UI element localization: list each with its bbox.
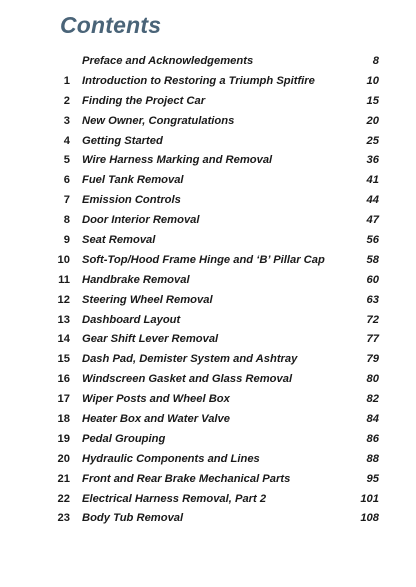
chapter-title: Fuel Tank Removal (82, 174, 184, 187)
chapter-number: 12 (57, 293, 70, 306)
chapter-number: 3 (63, 114, 70, 127)
page-number: 15 (366, 94, 379, 107)
chapter-number: 19 (57, 432, 70, 445)
chapter-number: 5 (63, 154, 70, 167)
toc-entry (0, 211, 416, 231)
chapter-number: 4 (63, 134, 70, 147)
toc-entry (0, 330, 416, 350)
chapter-title: Soft-Top/Hood Frame Hinge and ‘B’ Pillar Cap (82, 253, 325, 266)
toc-entry (0, 191, 416, 211)
chapter-number: 8 (63, 214, 70, 227)
toc-entry (0, 509, 416, 529)
page-number: 56 (366, 234, 379, 247)
toc-entry (0, 430, 416, 450)
page-number: 95 (366, 472, 379, 485)
toc-entry (0, 311, 416, 331)
toc-entry (0, 231, 416, 251)
chapter-number: 7 (63, 194, 70, 207)
chapter-number: 11 (58, 273, 70, 286)
page-title: Contents (60, 12, 162, 38)
chapter-number: 20 (57, 452, 70, 465)
chapter-number: 9 (63, 234, 70, 247)
chapter-title: New Owner, Congratulations (82, 114, 235, 127)
chapter-number: 13 (57, 313, 70, 326)
chapter-title: Wiper Posts and Wheel Box (82, 393, 230, 406)
chapter-title: Windscreen Gasket and Glass Removal (82, 373, 293, 386)
toc-entry (0, 470, 416, 490)
page-number: 60 (366, 273, 379, 286)
page-number: 84 (366, 413, 379, 426)
chapter-number: 1 (63, 74, 70, 87)
toc-entry (0, 291, 416, 311)
chapter-title: Seat Removal (82, 234, 156, 247)
page-number: 101 (360, 492, 379, 505)
page-number: 58 (366, 253, 379, 266)
toc-entry (0, 151, 416, 171)
page-number: 86 (366, 432, 379, 445)
chapter-title: Preface and Acknowledgements (82, 55, 254, 67)
chapter-title: Body Tub Removal (82, 512, 184, 525)
toc-entry (0, 112, 416, 132)
page-number: 41 (366, 174, 379, 187)
toc-entry (0, 370, 416, 390)
toc-entry (0, 92, 416, 112)
page-number: 47 (366, 214, 379, 227)
chapter-title: Pedal Grouping (82, 432, 166, 445)
chapter-number: 23 (57, 512, 70, 525)
toc-entry (0, 350, 416, 370)
chapter-number: 2 (63, 94, 70, 107)
chapter-title: Front and Rear Brake Mechanical Parts (82, 472, 291, 485)
toc-entry (0, 490, 416, 510)
toc-entry (0, 171, 416, 191)
chapter-title: Handbrake Removal (82, 273, 190, 286)
chapter-title: Heater Box and Water Valve (82, 413, 230, 426)
chapter-number: 17 (57, 393, 70, 406)
chapter-title: Dashboard Layout (82, 313, 181, 326)
chapter-number: 10 (57, 253, 70, 266)
toc-entry (0, 410, 416, 430)
chapter-title: Door Interior Removal (82, 214, 200, 227)
chapter-title: Wire Harness Marking and Removal (82, 154, 273, 167)
chapter-number: 15 (57, 353, 70, 366)
page-number: 63 (366, 293, 379, 306)
chapter-number: 16 (57, 373, 70, 386)
toc-entry (0, 52, 416, 72)
page-number: 72 (366, 313, 379, 326)
page-number: 88 (366, 452, 379, 465)
chapter-title: Steering Wheel Removal (82, 293, 213, 306)
toc-entry (0, 271, 416, 291)
page-number: 25 (366, 134, 379, 147)
toc-entry (0, 251, 416, 271)
page-number: 36 (366, 154, 379, 167)
toc-entry (0, 72, 416, 92)
chapter-title: Electrical Harness Removal, Part 2 (82, 492, 267, 505)
page-number: 8 (372, 55, 379, 67)
chapter-title: Gear Shift Lever Removal (82, 333, 219, 346)
toc-entry (0, 390, 416, 410)
page-number: 77 (366, 333, 379, 346)
page-number: 20 (366, 114, 379, 127)
chapter-title: Hydraulic Components and Lines (82, 452, 260, 465)
page-number: 82 (366, 393, 379, 406)
toc-entry (0, 450, 416, 470)
page-number: 108 (360, 512, 379, 525)
page-number: 79 (366, 353, 379, 366)
page-number: 80 (366, 373, 379, 386)
toc-entry (0, 132, 416, 152)
chapter-title: Emission Controls (82, 194, 181, 207)
page-number: 44 (366, 194, 379, 207)
chapter-title: Getting Started (82, 134, 163, 147)
chapter-number: 14 (57, 333, 70, 346)
table-of-contents (0, 52, 416, 529)
chapter-number: 22 (57, 492, 70, 505)
chapter-title: Introduction to Restoring a Triumph Spitfire (82, 74, 315, 87)
chapter-title: Dash Pad, Demister System and Ashtray (82, 353, 298, 366)
chapter-number: 18 (57, 413, 70, 426)
chapter-number: 21 (57, 472, 70, 485)
chapter-title: Finding the Project Car (82, 94, 206, 107)
page-number: 10 (366, 74, 379, 87)
chapter-number: 6 (63, 174, 70, 187)
